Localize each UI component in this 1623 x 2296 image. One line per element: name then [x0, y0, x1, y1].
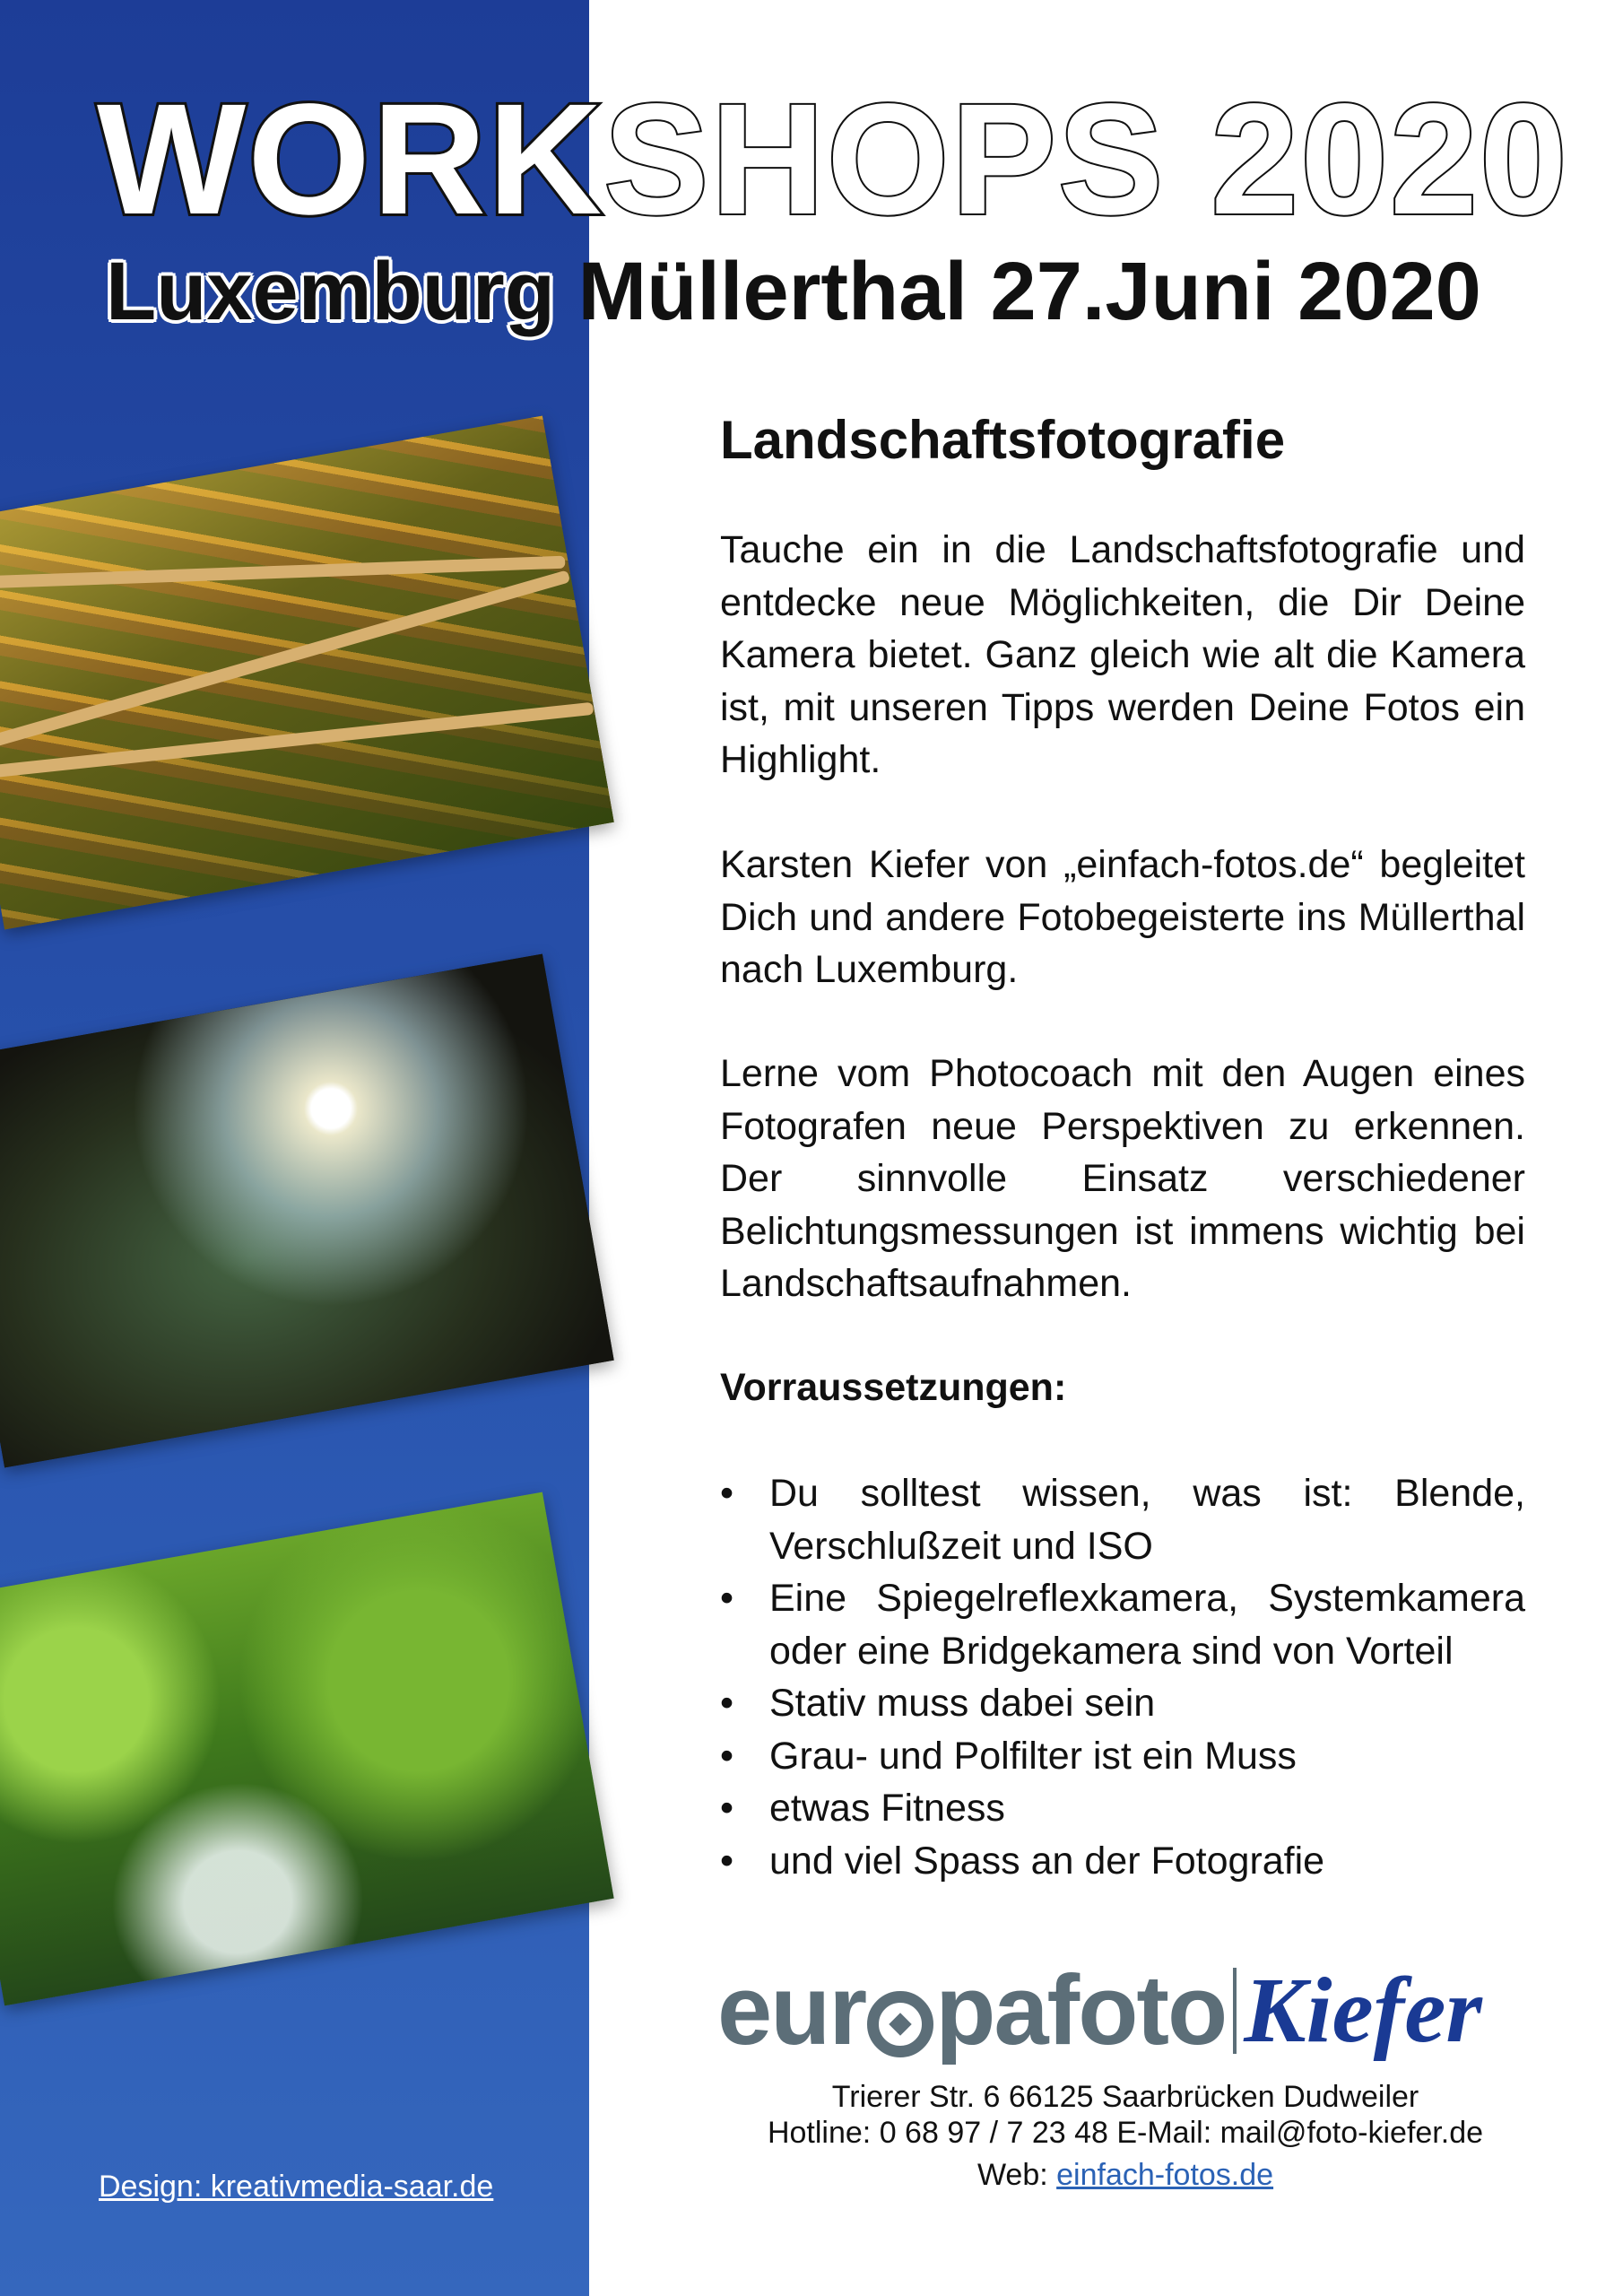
- bullet-icon: •: [720, 1787, 734, 1830]
- list-item: • Eine Spiegelreflexkamera, Systemkamera oder eine Bridgekamera sind von Vorteil: [720, 1572, 1525, 1677]
- coach-paragraph: Karsten Kiefer von „einfach-fotos.de“ begleitet Dich und andere Fotobegeisterte ins Müllerthal nach Luxemburg.: [720, 843, 1525, 991]
- poster-title: [97, 70, 1585, 249]
- requirements-heading: Vorraussetzungen:: [720, 1366, 1067, 1409]
- europafoto-kiefer-logo: eur pafoto Kiefer: [717, 1955, 1482, 2066]
- list-item: • Stativ muss dabei sein: [720, 1677, 1525, 1730]
- design-credit-link[interactable]: Design: kreativmedia-saar.de: [99, 2170, 494, 2204]
- list-item: • Du solltest wissen, was ist: Blende, Verschlußzeit und ISO: [720, 1467, 1525, 1572]
- logo-divider: [1233, 1968, 1237, 2054]
- contact-web: [717, 2157, 1533, 2193]
- subtitle-location: Luxemburg: [106, 246, 555, 337]
- bullet-icon: •: [720, 1577, 734, 1620]
- contact-address: Trierer Str. 6 66125 Saarbrücken Dudweiler: [831, 2080, 1419, 2114]
- list-item: • Grau- und Polfilter ist ein Muss: [720, 1730, 1525, 1783]
- bullet-icon: •: [720, 1682, 734, 1725]
- list-item: • etwas Fitness: [720, 1782, 1525, 1835]
- list-item: • und viel Spass an der Fotografie: [720, 1835, 1525, 1888]
- bullet-icon: •: [720, 1839, 734, 1883]
- bullet-icon: •: [720, 1472, 734, 1515]
- requirements-list: [720, 1467, 1525, 1887]
- section-heading: Landschaftsfotografie: [720, 410, 1286, 470]
- poster-subtitle: [106, 242, 1594, 341]
- learning-paragraph: Lerne vom Photocoach mit den Augen eines Fotografen neue Perspektiven zu erkennen. Der sinnvolle Einsatz verschiedener Belichtungsmessungen ist immens wichtig bei Landschaftsaufnahmen.: [720, 1052, 1525, 1305]
- logo-brand-kiefer: Kiefer: [1244, 1959, 1482, 2062]
- aperture-icon: [867, 1991, 933, 2057]
- subtitle-place-date: Müllerthal 27.Juni 2020: [554, 246, 1481, 337]
- web-link[interactable]: einfach-fotos.de: [1056, 2158, 1274, 2192]
- web-label: Web:: [976, 2158, 1057, 2192]
- title-part-shops: SHOPS 2020: [603, 72, 1569, 248]
- bullet-icon: •: [720, 1734, 734, 1778]
- intro-paragraph: Tauche ein in die Landschaftsfotografie und entdecke neue Möglichkeiten, die Dir Deine Kamera bietet. Ganz gleich wie alt die Kamera ist, mit unseren Tipps werden Deine Fotos ein Highlight.: [720, 528, 1525, 781]
- contact-hotline-email: Hotline: 0 68 97 / 7 23 48 E-Mail: mail@foto-kiefer.de: [767, 2116, 1484, 2150]
- title-part-work: WORK: [97, 72, 604, 248]
